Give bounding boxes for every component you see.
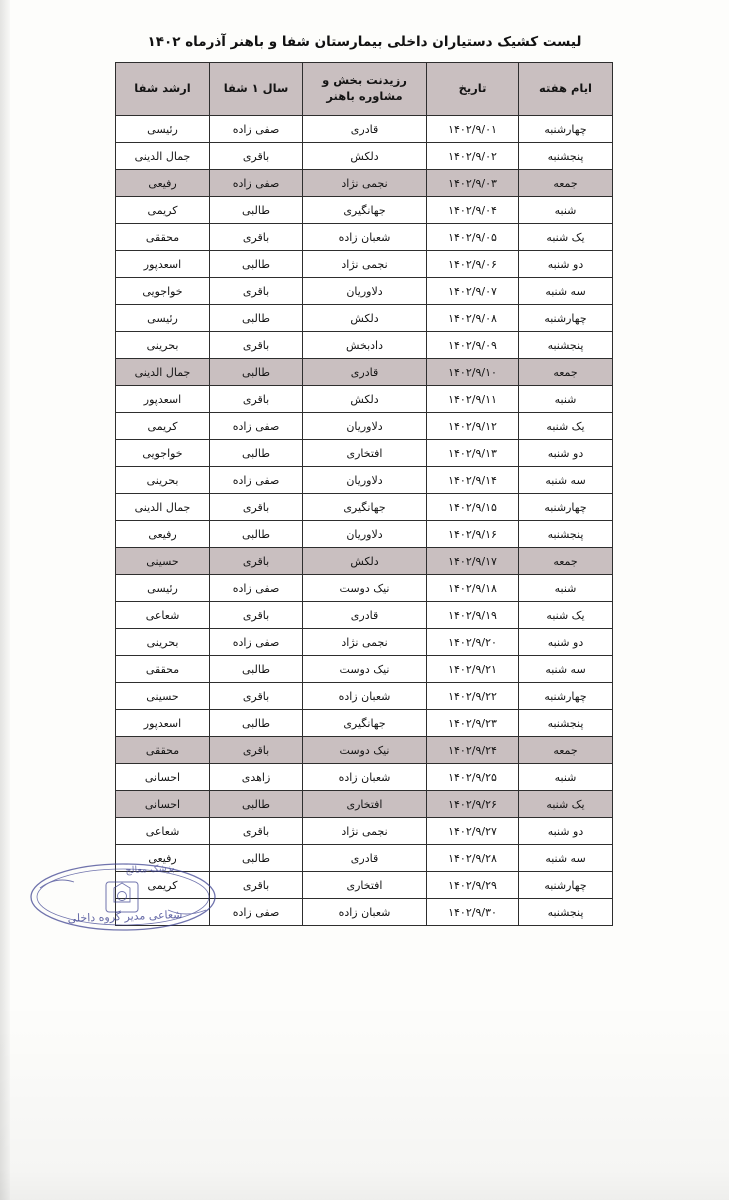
senior-cell: خواجویی — [116, 278, 210, 305]
date-cell: ۱۴۰۲/۹/۲۲ — [427, 683, 519, 710]
date-cell: ۱۴۰۲/۹/۱۳ — [427, 440, 519, 467]
column-header-resident: رزیدنت بخش و مشاوره باهنر — [303, 63, 427, 116]
day-cell: یک شنبه — [519, 791, 613, 818]
year1-cell: صفی زاده — [210, 575, 303, 602]
day-cell: پنجشنبه — [519, 143, 613, 170]
year1-cell: باقری — [210, 683, 303, 710]
date-cell: ۱۴۰۲/۹/۲۵ — [427, 764, 519, 791]
date-cell: ۱۴۰۲/۹/۱۵ — [427, 494, 519, 521]
table-row — [116, 899, 613, 926]
day-cell: جمعه — [519, 737, 613, 764]
table-row — [116, 494, 613, 521]
senior-cell: محققی — [116, 737, 210, 764]
table-row — [116, 656, 613, 683]
resident-cell: دادبخش — [303, 332, 427, 359]
resident-cell: نجمی نژاد — [303, 251, 427, 278]
senior-cell: جمال الدینی — [116, 494, 210, 521]
column-header-date: تاریخ — [427, 63, 519, 116]
shift-schedule-table — [115, 62, 613, 926]
resident-cell: شعبان زاده — [303, 224, 427, 251]
year1-cell: طالبی — [210, 791, 303, 818]
senior-cell: اسعدپور — [116, 710, 210, 737]
stamp-line-2: شعاعی مدیر گروه داخلی — [67, 907, 183, 926]
day-cell: سه شنبه — [519, 467, 613, 494]
day-cell: چهارشنبه — [519, 872, 613, 899]
day-cell: دو شنبه — [519, 251, 613, 278]
date-cell: ۱۴۰۲/۹/۰۶ — [427, 251, 519, 278]
date-cell: ۱۴۰۲/۹/۱۶ — [427, 521, 519, 548]
resident-cell: قادری — [303, 602, 427, 629]
date-cell: ۱۴۰۲/۹/۱۸ — [427, 575, 519, 602]
date-cell: ۱۴۰۲/۹/۰۱ — [427, 116, 519, 143]
date-cell: ۱۴۰۲/۹/۲۸ — [427, 845, 519, 872]
year1-cell: باقری — [210, 278, 303, 305]
resident-cell: قادری — [303, 359, 427, 386]
table-row — [116, 332, 613, 359]
date-cell: ۱۴۰۲/۹/۱۴ — [427, 467, 519, 494]
senior-cell: جمال الدینی — [116, 359, 210, 386]
year1-cell: باقری — [210, 818, 303, 845]
date-cell: ۱۴۰۲/۹/۰۸ — [427, 305, 519, 332]
date-cell: ۱۴۰۲/۹/۰۹ — [427, 332, 519, 359]
table-row — [116, 143, 613, 170]
date-cell: ۱۴۰۲/۹/۱۰ — [427, 359, 519, 386]
day-cell: پنجشنبه — [519, 710, 613, 737]
resident-cell: نیک دوست — [303, 575, 427, 602]
date-cell: ۱۴۰۲/۹/۰۵ — [427, 224, 519, 251]
resident-cell: دلاوریان — [303, 413, 427, 440]
date-cell: ۱۴۰۲/۹/۳۰ — [427, 899, 519, 926]
year1-cell: باقری — [210, 224, 303, 251]
table-row — [116, 683, 613, 710]
day-cell: جمعه — [519, 548, 613, 575]
senior-cell: اسعدپور — [116, 386, 210, 413]
day-cell: دو شنبه — [519, 440, 613, 467]
year1-cell: باقری — [210, 332, 303, 359]
senior-cell: رئیسی — [116, 305, 210, 332]
year1-cell: باقری — [210, 872, 303, 899]
date-cell: ۱۴۰۲/۹/۰۳ — [427, 170, 519, 197]
date-cell: ۱۴۰۲/۹/۱۹ — [427, 602, 519, 629]
table-row — [116, 818, 613, 845]
date-cell: ۱۴۰۲/۹/۲۱ — [427, 656, 519, 683]
senior-cell: رئیسی — [116, 575, 210, 602]
stamp-line-1: پزشک معالج — [125, 862, 175, 877]
year1-cell: طالبی — [210, 197, 303, 224]
table-body — [116, 116, 613, 926]
table-row — [116, 224, 613, 251]
day-cell: پنجشنبه — [519, 521, 613, 548]
resident-cell: شعبان زاده — [303, 764, 427, 791]
day-cell: شنبه — [519, 197, 613, 224]
senior-cell: رفیعی — [116, 170, 210, 197]
date-cell: ۱۴۰۲/۹/۲۶ — [427, 791, 519, 818]
year1-cell: باقری — [210, 494, 303, 521]
resident-cell: جهانگیری — [303, 494, 427, 521]
resident-cell: دلاوریان — [303, 467, 427, 494]
table-header-row — [116, 63, 613, 116]
day-cell: پنجشنبه — [519, 332, 613, 359]
resident-cell: دلاوریان — [303, 278, 427, 305]
senior-cell: رفیعی — [116, 521, 210, 548]
resident-cell: دلکش — [303, 143, 427, 170]
day-cell: چهارشنبه — [519, 494, 613, 521]
table-row — [116, 251, 613, 278]
senior-cell: حسینی — [116, 548, 210, 575]
resident-cell: نیک دوست — [303, 737, 427, 764]
table-row — [116, 278, 613, 305]
table-row — [116, 575, 613, 602]
table-row — [116, 116, 613, 143]
resident-cell: دلاوریان — [303, 521, 427, 548]
year1-cell: باقری — [210, 548, 303, 575]
column-header-senior: ارشد شفا — [116, 63, 210, 116]
year1-cell: باقری — [210, 143, 303, 170]
year1-cell: صفی زاده — [210, 170, 303, 197]
senior-cell: بحرینی — [116, 467, 210, 494]
year1-cell: صفی زاده — [210, 467, 303, 494]
senior-cell: خواجویی — [116, 440, 210, 467]
day-cell: سه شنبه — [519, 656, 613, 683]
day-cell: یک شنبه — [519, 224, 613, 251]
table-row — [116, 629, 613, 656]
year1-cell: صفی زاده — [210, 413, 303, 440]
resident-cell: دلکش — [303, 548, 427, 575]
table-row — [116, 305, 613, 332]
table-row — [116, 440, 613, 467]
table-row — [116, 386, 613, 413]
table-row — [116, 170, 613, 197]
senior-cell — [116, 899, 210, 926]
date-cell: ۱۴۰۲/۹/۰۷ — [427, 278, 519, 305]
year1-cell: باقری — [210, 386, 303, 413]
year1-cell: طالبی — [210, 521, 303, 548]
year1-cell: طالبی — [210, 359, 303, 386]
date-cell: ۱۴۰۲/۹/۱۷ — [427, 548, 519, 575]
table-row — [116, 764, 613, 791]
day-cell: چهارشنبه — [519, 116, 613, 143]
senior-cell: کریمی — [116, 413, 210, 440]
senior-cell: رئیسی — [116, 116, 210, 143]
resident-cell: نجمی نژاد — [303, 170, 427, 197]
day-cell: دو شنبه — [519, 818, 613, 845]
date-cell: ۱۴۰۲/۹/۲۷ — [427, 818, 519, 845]
resident-cell: افتخاری — [303, 791, 427, 818]
day-cell: دو شنبه — [519, 629, 613, 656]
senior-cell: بحرینی — [116, 629, 210, 656]
year1-cell: باقری — [210, 602, 303, 629]
senior-cell: کریمی — [116, 197, 210, 224]
page-title: لیست کشیک دستیاران داخلی بیمارستان شفا و باهنر آذرماه ۱۴۰۲ — [147, 34, 582, 50]
day-cell: شنبه — [519, 575, 613, 602]
year1-cell: طالبی — [210, 710, 303, 737]
year1-cell: طالبی — [210, 305, 303, 332]
day-cell: پنجشنبه — [519, 899, 613, 926]
year1-cell: زاهدی — [210, 764, 303, 791]
day-cell: شنبه — [519, 386, 613, 413]
senior-cell: محققی — [116, 656, 210, 683]
resident-cell: دلکش — [303, 386, 427, 413]
year1-cell: صفی زاده — [210, 116, 303, 143]
day-cell: یک شنبه — [519, 413, 613, 440]
date-cell: ۱۴۰۲/۹/۲۰ — [427, 629, 519, 656]
day-cell: سه شنبه — [519, 278, 613, 305]
year1-cell: طالبی — [210, 440, 303, 467]
year1-cell: طالبی — [210, 251, 303, 278]
table-row — [116, 872, 613, 899]
day-cell: جمعه — [519, 170, 613, 197]
year1-cell: طالبی — [210, 845, 303, 872]
resident-cell: جهانگیری — [303, 197, 427, 224]
resident-cell: نجمی نژاد — [303, 818, 427, 845]
day-cell: چهارشنبه — [519, 683, 613, 710]
date-cell: ۱۴۰۲/۹/۰۴ — [427, 197, 519, 224]
table-row — [116, 602, 613, 629]
year1-cell: طالبی — [210, 656, 303, 683]
day-cell: جمعه — [519, 359, 613, 386]
resident-cell: قادری — [303, 116, 427, 143]
resident-cell: نجمی نژاد — [303, 629, 427, 656]
resident-cell: جهانگیری — [303, 710, 427, 737]
day-cell: سه شنبه — [519, 845, 613, 872]
column-header-day: ایام هفته — [519, 63, 613, 116]
date-cell: ۱۴۰۲/۹/۲۳ — [427, 710, 519, 737]
year1-cell: صفی زاده — [210, 899, 303, 926]
senior-cell: احسانی — [116, 791, 210, 818]
table-row — [116, 737, 613, 764]
senior-cell: حسینی — [116, 683, 210, 710]
year1-cell: باقری — [210, 737, 303, 764]
resident-cell: نیک دوست — [303, 656, 427, 683]
column-header-year1: سال ۱ شفا — [210, 63, 303, 116]
day-cell: شنبه — [519, 764, 613, 791]
table-row — [116, 791, 613, 818]
senior-cell: رفیعی — [116, 845, 210, 872]
senior-cell: بحرینی — [116, 332, 210, 359]
table-row — [116, 548, 613, 575]
senior-cell: محققی — [116, 224, 210, 251]
resident-cell: قادری — [303, 845, 427, 872]
senior-cell: شعاعی — [116, 602, 210, 629]
resident-cell: شعبان زاده — [303, 683, 427, 710]
table-row — [116, 710, 613, 737]
date-cell: ۱۴۰۲/۹/۲۹ — [427, 872, 519, 899]
table-row — [116, 197, 613, 224]
day-cell: یک شنبه — [519, 602, 613, 629]
date-cell: ۱۴۰۲/۹/۱۲ — [427, 413, 519, 440]
date-cell: ۱۴۰۲/۹/۲۴ — [427, 737, 519, 764]
senior-cell: احسانی — [116, 764, 210, 791]
senior-cell: جمال الدینی — [116, 143, 210, 170]
senior-cell: کریمی — [116, 872, 210, 899]
senior-cell: اسعدپور — [116, 251, 210, 278]
resident-cell: افتخاری — [303, 872, 427, 899]
table-row — [116, 845, 613, 872]
page-bottom-shadow — [0, 1000, 729, 1200]
resident-cell: دلکش — [303, 305, 427, 332]
table-row — [116, 413, 613, 440]
day-cell: چهارشنبه — [519, 305, 613, 332]
senior-cell: شعاعی — [116, 818, 210, 845]
year1-cell: صفی زاده — [210, 629, 303, 656]
resident-cell: افتخاری — [303, 440, 427, 467]
table-row — [116, 467, 613, 494]
table-row — [116, 521, 613, 548]
resident-cell: شعبان زاده — [303, 899, 427, 926]
date-cell: ۱۴۰۲/۹/۱۱ — [427, 386, 519, 413]
date-cell: ۱۴۰۲/۹/۰۲ — [427, 143, 519, 170]
table-row — [116, 359, 613, 386]
